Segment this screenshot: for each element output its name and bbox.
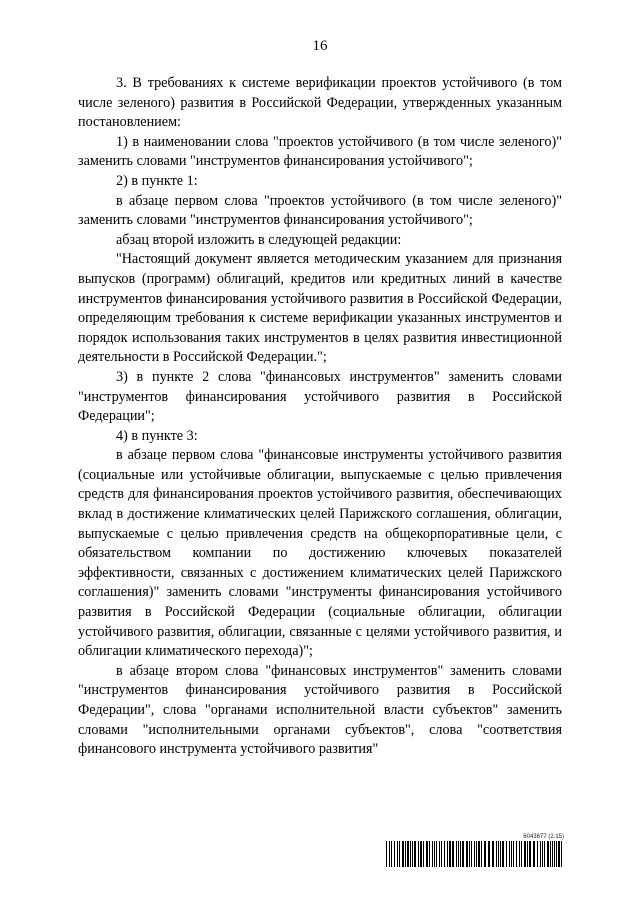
barcode-number: 6043677 (2.15) <box>523 834 564 840</box>
barcode-icon <box>386 841 564 867</box>
paragraph-3: 2) в пункте 1: <box>116 172 198 189</box>
paragraph-6: "Настоящий документ является методическим указанием для признания выпусков (программ) облигаций, кредитов или кредитных линий в качестве инструментов финансирования устойчивого развития в Российской Федерации, определяющим требования к системе верификации указанных инструментов и порядок использования таких инструментов в целях развития инвестиционной деятельности в Российской Федерации."; <box>78 251 562 366</box>
paragraph-7: 3) в пункте 2 слова "финансовых инструментов" заменить словами "инструментов финансирования устойчивого развития в Российской Федерации"; <box>78 368 562 425</box>
paragraph-9: в абзаце первом слова "финансовые инструменты устойчивого развития (социальные или устойчивые облигации, выпускаемые с целью привлечения средств для финансирования проектов устойчивого развития, обеспечивающих вклад в достижение климатических целей Парижского соглашения, облигации, выпускаемые с целью привлечения средств на общекорпоративные цели, с обязательством компании по достижению ключевых показателей эффективности, связанных с достижением климатических целей Парижского соглашения)" заменить словами "инструменты финансирования устойчивого развития в Российской Федерации (социальные облигации, облигации устойчивого развития, облигации, связанные с целями устойчивого развития, и облигации климатического перехода)"; <box>78 447 562 660</box>
paragraph-4: в абзаце первом слова "проектов устойчивого (в том числе зеленого)" заменить словами "инструментов финансирования устойчивого"; <box>78 192 562 229</box>
paragraph-10: в абзаце втором слова "финансовых инструментов" заменить словами "инструментов финансирования устойчивого развития в Российской Федерации", слова "органами исполнительной власти субъектов" заменить словами "исполнительными органами субъектов", слова "соответствия финансового инструмента устойчивого развития" <box>78 662 562 758</box>
paragraph-2: 1) в наименовании слова "проектов устойчивого (в том числе зеленого)" заменить словами "инструментов финансирования устойчивого"; <box>78 133 562 170</box>
page-number: 16 <box>312 38 328 54</box>
paragraph-8: 4) в пункте 3: <box>116 427 198 444</box>
paragraph-1: 3. В требованиях к системе верификации проектов устойчивого (в том числе зеленого) развития в Российской Федерации, утвержденных указанным постановлением: <box>78 75 562 131</box>
paragraph-5: абзац второй изложить в следующей редакции: <box>116 231 402 248</box>
barcode-block <box>386 834 564 867</box>
document-body <box>78 74 562 760</box>
